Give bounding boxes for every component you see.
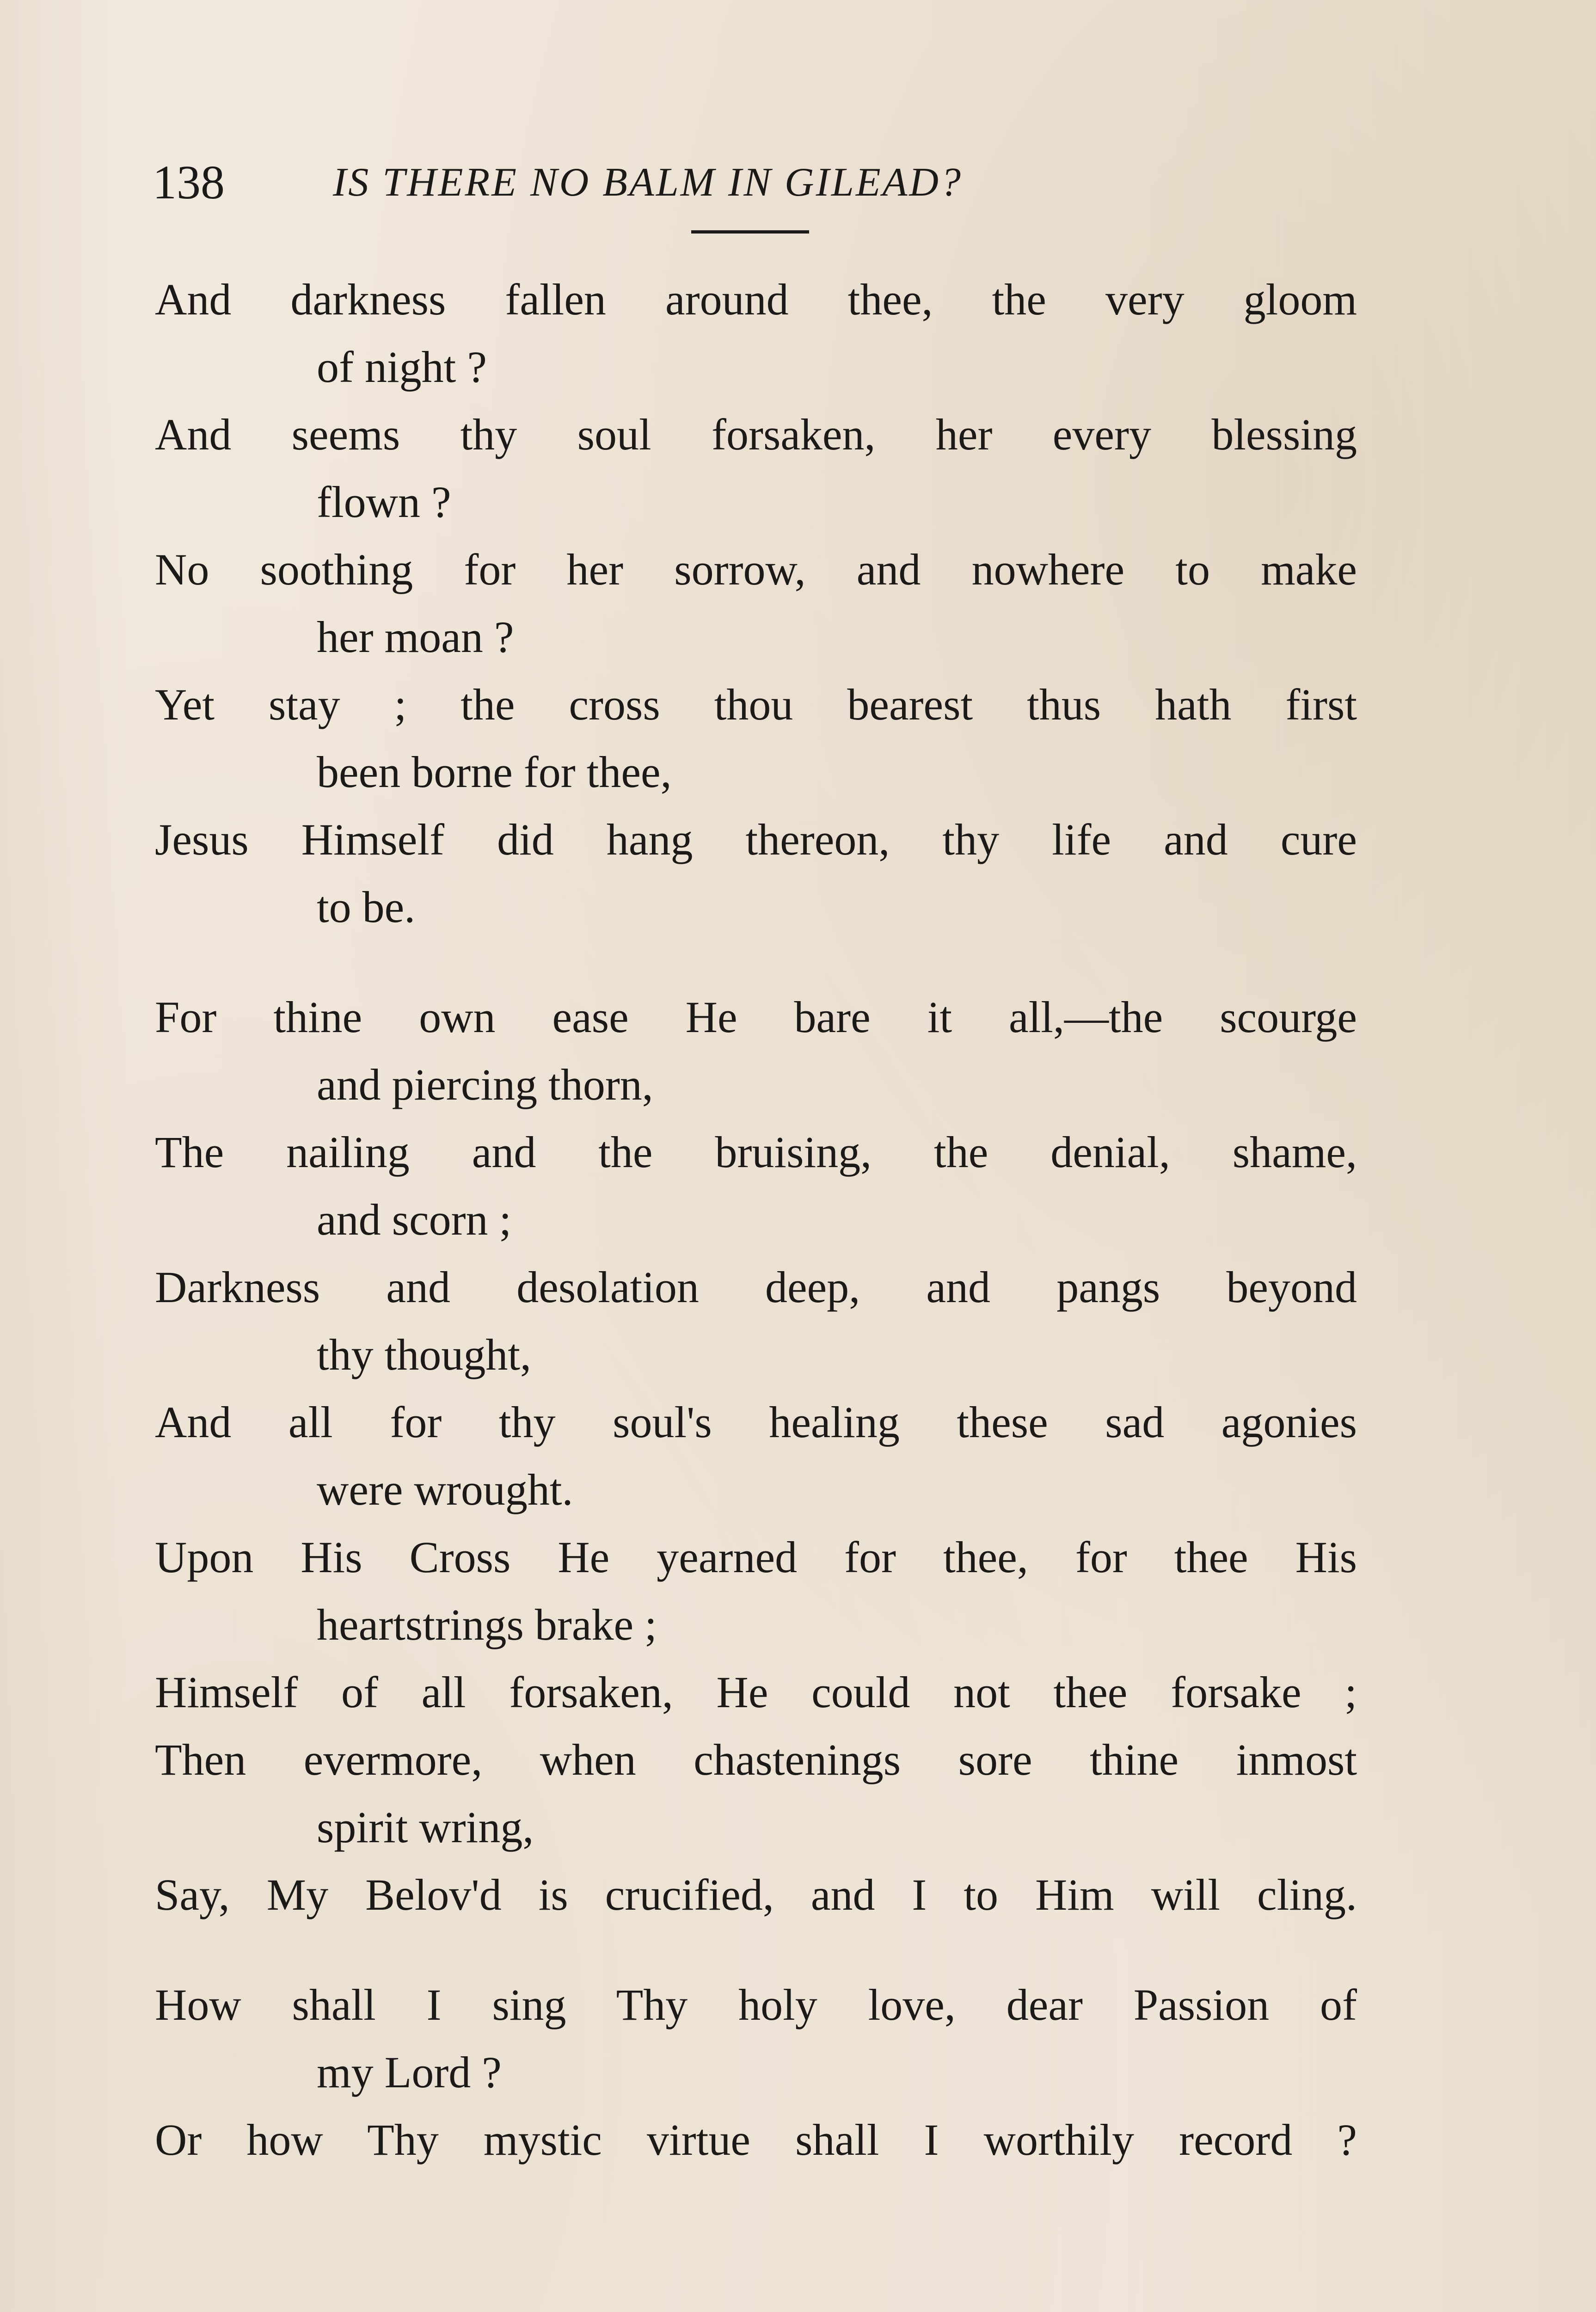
line-text: Yet stay ; the cross thou bearest thus hath first xyxy=(155,680,1357,729)
line-text: The nailing and the bruising, the denial, shame, xyxy=(155,1127,1357,1177)
line-text: Then evermore, when chastenings sore thine inmost xyxy=(155,1735,1357,1784)
poem-line xyxy=(155,984,1357,1119)
poem-line xyxy=(155,1659,1357,1726)
poem-line xyxy=(155,806,1357,941)
line-text: And seems thy soul forsaken, her every blessing xyxy=(155,410,1357,459)
line-text: How shall I sing Thy holy love, dear Passion of xyxy=(155,1980,1357,2029)
poem-line xyxy=(155,1389,1357,1524)
line-continuation: and piercing thorn, xyxy=(317,1060,653,1109)
line-continuation: of night ? xyxy=(317,342,487,392)
poem-line xyxy=(155,401,1357,536)
poem-line xyxy=(155,536,1357,671)
stanza-gap xyxy=(155,941,1357,984)
poem-line xyxy=(155,1861,1357,1929)
poem-line xyxy=(155,1971,1357,2106)
running-title: IS THERE NO BALM IN GILEAD? xyxy=(333,160,963,205)
poem-line xyxy=(155,1119,1357,1254)
line-text: And all for thy soul's healing these sad agonies xyxy=(155,1397,1357,1447)
line-continuation: been borne for thee, xyxy=(317,747,672,797)
header-rule xyxy=(691,230,809,234)
poem-line xyxy=(155,1524,1357,1659)
line-text: Darkness and desolation deep, and pangs beyond xyxy=(155,1262,1357,1312)
line-text: Or how Thy mystic virtue shall I worthily record ? xyxy=(155,2115,1357,2164)
line-text: Upon His Cross He yearned for thee, for thee His xyxy=(155,1532,1357,1582)
line-continuation: and scorn ; xyxy=(317,1195,512,1244)
poem-body xyxy=(155,266,1357,2174)
line-continuation: heartstrings brake ; xyxy=(317,1600,657,1649)
poem-line xyxy=(155,1726,1357,1861)
line-continuation: to be. xyxy=(317,882,416,932)
poem-line xyxy=(155,1254,1357,1389)
poem-line xyxy=(155,266,1357,401)
page-number: 138 xyxy=(153,156,225,209)
page-header xyxy=(153,153,1364,213)
line-continuation: flown ? xyxy=(317,477,451,527)
line-text: And darkness fallen around thee, the very gloom xyxy=(155,275,1357,324)
line-text: Jesus Himself did hang thereon, thy life and cure xyxy=(155,815,1357,864)
stanza-gap xyxy=(155,1929,1357,1971)
line-continuation: spirit wring, xyxy=(317,1802,534,1852)
line-continuation: thy thought, xyxy=(317,1330,532,1379)
poem-line xyxy=(155,2106,1357,2174)
line-text: Say, My Belov'd is crucified, and I to Him will cling. xyxy=(155,1870,1357,1919)
line-text: For thine own ease He bare it all,—the scourge xyxy=(155,992,1357,1042)
line-text: Himself of all forsaken, He could not thee forsake ; xyxy=(155,1667,1357,1717)
line-continuation: were wrought. xyxy=(317,1465,573,1514)
line-text: No soothing for her sorrow, and nowhere to make xyxy=(155,545,1357,594)
line-continuation: her moan ? xyxy=(317,612,514,662)
poem-line xyxy=(155,671,1357,806)
line-continuation: my Lord ? xyxy=(317,2048,502,2097)
